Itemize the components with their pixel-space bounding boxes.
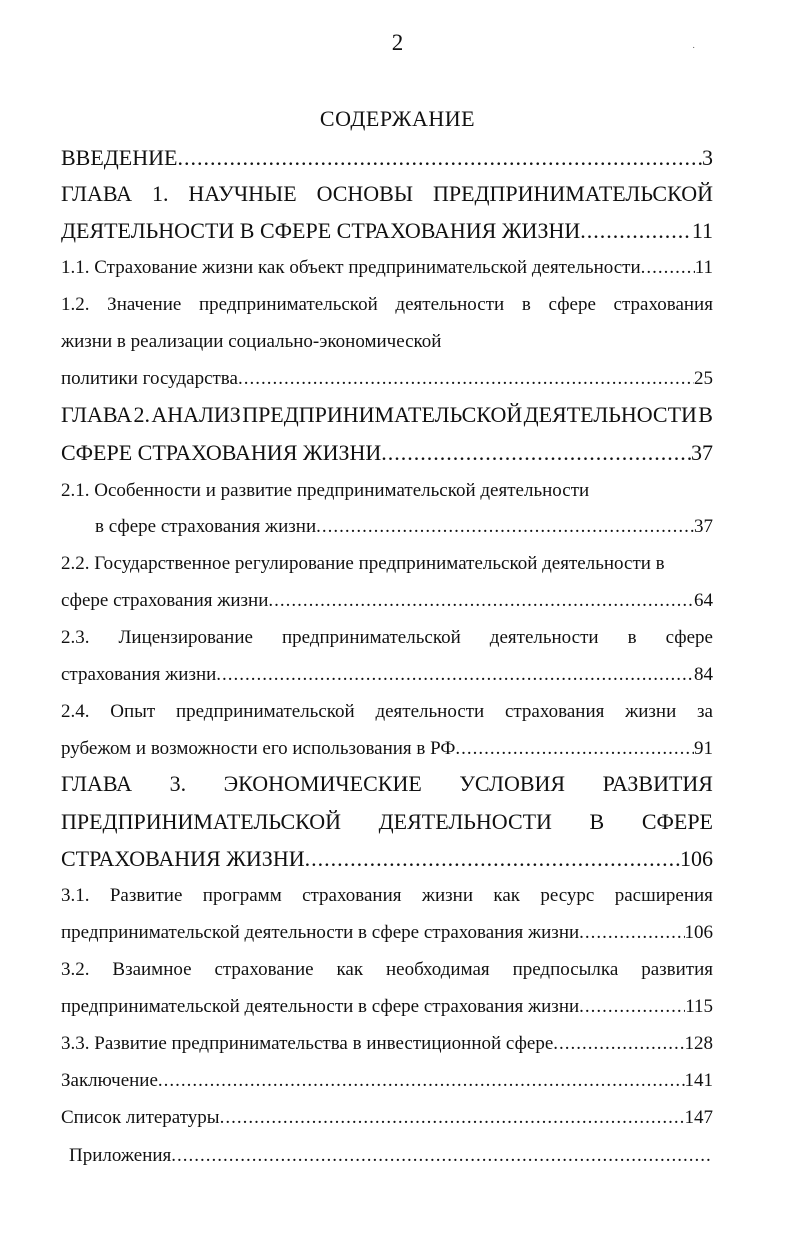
toc-entry-text: предпринимательской деятельности в сфере страхования жизни	[61, 996, 580, 1017]
toc-entry-text: политики государства	[61, 368, 238, 389]
dot-leader	[268, 590, 694, 612]
toc-page-number: 91	[694, 738, 713, 759]
toc-entry-introduction[interactable]	[61, 145, 713, 170]
toc-word: 3.1.	[61, 885, 90, 906]
toc-page-number: 3	[702, 145, 713, 170]
dot-leader	[177, 145, 702, 170]
toc-section-3-1-line-1[interactable]	[61, 885, 713, 907]
toc-section-1-1[interactable]	[61, 257, 713, 279]
toc-page-number: 11	[691, 218, 713, 243]
toc-title: СОДЕРЖАНИЕ	[319, 106, 476, 131]
toc-word: предпринимательской	[281, 627, 461, 648]
dot-leader	[579, 922, 684, 944]
dot-leader	[580, 218, 692, 243]
toc-word: НАУЧНЫЕ	[188, 181, 297, 206]
toc-word: Взаимное	[112, 959, 192, 980]
toc-chapter-1-line-2[interactable]	[61, 218, 713, 243]
toc-word: Опыт	[110, 701, 156, 722]
toc-section-3-1-line-2[interactable]	[61, 922, 713, 944]
toc-entry-text: 3.3. Развитие предпринимательства в инвестиционной сфере	[61, 1033, 554, 1054]
toc-section-2-2-line-2[interactable]	[61, 590, 713, 612]
toc-entry-text: Заключение	[61, 1070, 158, 1091]
toc-word: 3.2.	[61, 959, 90, 980]
toc-word: за	[697, 701, 713, 722]
toc-entry-text: страхования жизни	[61, 664, 217, 685]
toc-section-2-1-line-2[interactable]	[95, 516, 713, 538]
toc-word: СФЕРЕ	[641, 809, 713, 834]
toc-chapter-3-line-3[interactable]	[61, 846, 713, 871]
dot-leader	[158, 1070, 685, 1092]
page-number: 2	[391, 30, 404, 55]
toc-entry-text: СТРАХОВАНИЯ ЖИЗНИ	[61, 846, 305, 871]
scan-speck: ˙	[692, 46, 696, 57]
toc-word: сфере	[548, 294, 596, 315]
dot-leader	[220, 1107, 685, 1129]
toc-word: 1.	[151, 181, 169, 206]
toc-word: Развитие	[109, 885, 183, 906]
toc-word: ДЕЯТЕЛЬНОСТИ	[523, 402, 697, 427]
dot-leader	[579, 996, 685, 1018]
toc-word: РАЗВИТИЯ	[602, 771, 713, 796]
toc-entry-text: ВВЕДЕНИЕ	[61, 145, 178, 170]
toc-word: расширения	[614, 885, 713, 906]
toc-word: предпринимательской	[198, 294, 378, 315]
toc-entry-text: сфере страхования жизни	[61, 590, 269, 611]
dot-leader	[455, 738, 694, 760]
dot-leader	[641, 257, 695, 279]
toc-section-2-2-line-1[interactable]: 2.2. Государственное регулирование предпринимательской деятельности в	[61, 553, 665, 574]
toc-chapter-1-line-1[interactable]	[61, 181, 713, 206]
toc-section-2-4-line-2[interactable]	[61, 738, 713, 760]
toc-section-2-4-line-1[interactable]	[61, 701, 713, 723]
toc-word: 2.4.	[61, 701, 90, 722]
toc-page-number: 84	[694, 664, 713, 685]
toc-page-number: 147	[684, 1107, 713, 1128]
toc-section-2-3-line-1[interactable]	[61, 627, 713, 649]
toc-section-1-2-line-1[interactable]	[61, 294, 713, 316]
toc-word: ПРЕДПРИНИМАТЕЛЬСКОЙ	[242, 402, 523, 427]
toc-word: деятельности	[489, 627, 599, 648]
dot-leader	[381, 440, 691, 465]
toc-chapter-3-line-1[interactable]	[61, 771, 713, 796]
toc-entry-text: 1.1. Страхование жизни как объект предпринимательской деятельности	[61, 257, 641, 278]
toc-word: ГЛАВА	[61, 181, 133, 206]
toc-page-number: 11	[694, 257, 713, 278]
toc-entry-text: ДЕЯТЕЛЬНОСТИ В СФЕРЕ СТРАХОВАНИЯ ЖИЗНИ	[61, 218, 581, 243]
toc-word: страхования	[504, 701, 605, 722]
toc-word: как	[493, 885, 520, 906]
toc-word: ГЛАВА	[61, 771, 133, 796]
toc-word: страхования	[613, 294, 713, 315]
toc-word: 2.3.	[61, 627, 90, 648]
toc-word: в	[627, 627, 637, 648]
toc-word: жизни	[421, 885, 474, 906]
toc-chapter-2-line-2[interactable]	[61, 440, 713, 465]
toc-page-number: 37	[691, 440, 713, 465]
dot-leader	[216, 664, 694, 686]
toc-page-number: 141	[684, 1070, 713, 1091]
dot-leader	[316, 516, 694, 538]
toc-section-3-2-line-1[interactable]	[61, 959, 713, 981]
toc-word: развития	[641, 959, 713, 980]
toc-word: страхования	[302, 885, 402, 906]
toc-section-1-2-line-3[interactable]	[61, 368, 713, 390]
dot-leader	[238, 368, 694, 390]
toc-page-number: 64	[694, 590, 713, 611]
toc-word: ЭКОНОМИЧЕСКИЕ	[223, 771, 422, 796]
toc-entry-text: СФЕРЕ СТРАХОВАНИЯ ЖИЗНИ	[61, 440, 382, 465]
toc-word: ПРЕДПРИНИМАТЕЛЬСКОЙ	[432, 181, 713, 206]
toc-word: ресурс	[540, 885, 595, 906]
toc-word: АНАЛИЗ	[151, 402, 241, 427]
toc-word: страхование	[214, 959, 314, 980]
toc-word: В	[589, 809, 605, 834]
toc-word: предпосылка	[512, 959, 619, 980]
toc-section-3-2-line-2[interactable]	[61, 996, 713, 1018]
toc-page-number: 115	[685, 996, 713, 1017]
toc-entry-conclusion[interactable]	[61, 1070, 713, 1092]
toc-word: 1.2.	[61, 294, 90, 315]
toc-word: 3.	[169, 771, 187, 796]
toc-word: сфере	[665, 627, 713, 648]
toc-word: ДЕЯТЕЛЬНОСТИ	[378, 809, 552, 834]
toc-entry-references[interactable]	[61, 1107, 713, 1129]
toc-section-2-1-line-1[interactable]: 2.1. Особенности и развитие предпринимательской деятельности	[61, 480, 590, 501]
toc-word: В	[698, 402, 713, 427]
toc-word: необходимая	[385, 959, 490, 980]
toc-entry-text: предпринимательской деятельности в сфере страхования жизни	[61, 922, 580, 943]
toc-word: как	[336, 959, 364, 980]
toc-word: 2.	[133, 402, 150, 427]
toc-page-number: 37	[694, 516, 713, 537]
toc-word: жизни	[625, 701, 677, 722]
toc-word: программ	[202, 885, 282, 906]
toc-entry-text: рубежом и возможности его использования в РФ	[61, 738, 456, 759]
toc-page-number: 106	[684, 922, 713, 943]
toc-page-number: 128	[684, 1033, 713, 1054]
toc-word: ПРЕДПРИНИМАТЕЛЬСКОЙ	[61, 809, 342, 834]
toc-section-2-3-line-2[interactable]	[61, 664, 713, 686]
dot-leader	[171, 1145, 713, 1167]
toc-chapter-3-line-2[interactable]	[61, 809, 713, 834]
toc-word: в	[521, 294, 531, 315]
toc-entry-text: в сфере страхования жизни	[95, 516, 317, 537]
toc-word: предпринимательской	[175, 701, 355, 722]
toc-word: Лицензирование	[118, 627, 253, 648]
dot-leader	[305, 846, 680, 871]
toc-section-3-3[interactable]	[61, 1033, 713, 1055]
toc-section-1-2-line-2[interactable]: жизни в реализации социально-экономической	[61, 331, 442, 352]
toc-word: ОСНОВЫ	[316, 181, 414, 206]
toc-entry-appendix[interactable]	[69, 1145, 713, 1167]
toc-chapter-2-line-1[interactable]	[61, 402, 713, 427]
toc-entry-text: Приложения	[69, 1145, 172, 1166]
toc-word: Значение	[107, 294, 182, 315]
toc-word: ГЛАВА	[61, 402, 133, 427]
toc-word: УСЛОВИЯ	[459, 771, 566, 796]
toc-word: деятельности	[395, 294, 505, 315]
toc-page-number: 106	[680, 846, 713, 871]
dot-leader	[553, 1033, 684, 1055]
toc-word: деятельности	[375, 701, 485, 722]
toc-entry-text: Список литературы	[61, 1107, 220, 1128]
toc-page-number: 25	[694, 368, 713, 389]
